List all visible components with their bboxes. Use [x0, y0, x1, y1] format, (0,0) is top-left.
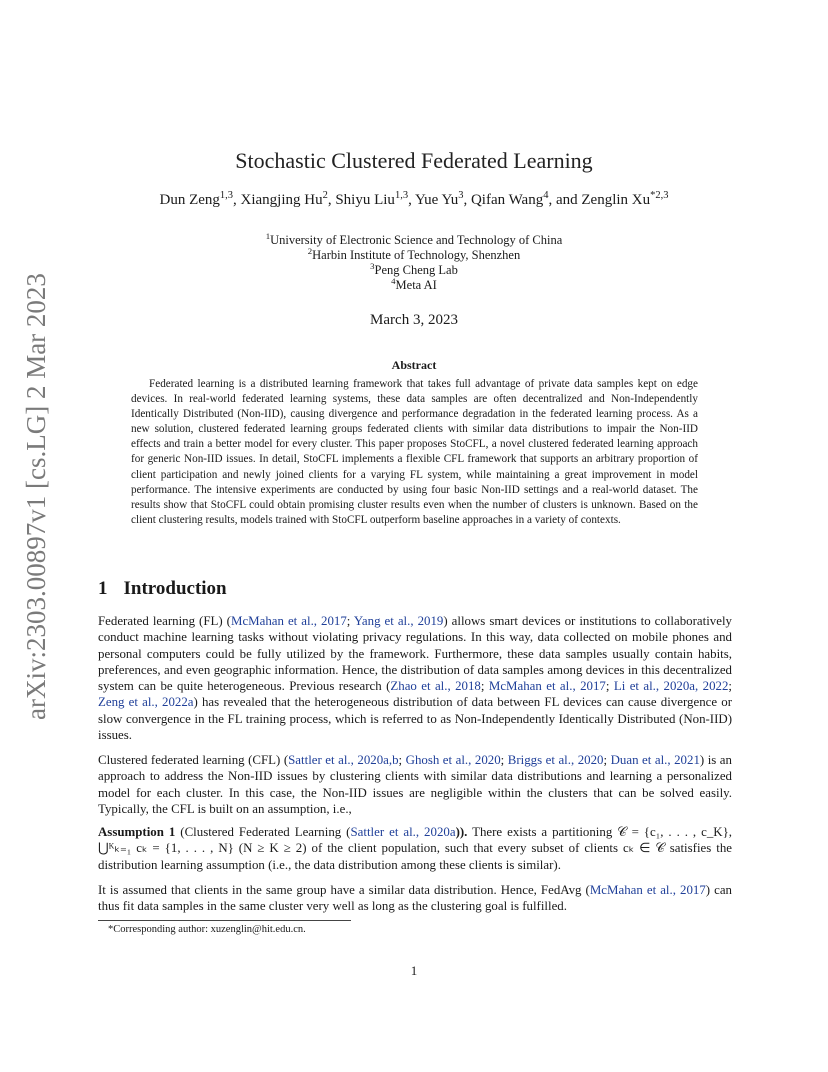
- author-affiliation-mark: *2,3: [650, 190, 669, 201]
- page-number: 1: [410, 963, 418, 978]
- citation-link[interactable]: Ghosh et al., 2020: [405, 753, 501, 767]
- affiliation-1: $^1$University of Electronic Science and Technology of China: [265, 230, 563, 247]
- citation-link[interactable]: Li et al., 2020a, 2022: [613, 679, 729, 694]
- citation-link[interactable]: Duan et al., 2021: [610, 753, 700, 767]
- citation-link[interactable]: Yang et al., 2019: [353, 614, 444, 628]
- paragraph-text: ;: [346, 614, 354, 628]
- paragraph-text: ;: [480, 679, 489, 694]
- citation-link[interactable]: Zeng et al., 2022a: [98, 695, 194, 710]
- citation-link[interactable]: Sattler et al., 2020a,b: [288, 753, 399, 767]
- author-separator: ,: [463, 192, 471, 208]
- citation-link[interactable]: McMahan et al., 2017: [230, 614, 347, 628]
- author-separator: , and: [548, 192, 582, 208]
- paragraph-text: ) allows smart devices or institutions to collaboratively conduct machine learning tasks without violating privacy regulations. In this way, data collected on mobile phones and personal computers could be fully utilized by the framework. Furthermore, these data samples usually contain habits, preferences, and even geographic information. Hence, the distribution of data samples among devices in this decentralized system can be quite heterogeneous. Previous research (: [98, 614, 732, 694]
- author-affiliation-mark: 3: [458, 190, 464, 201]
- paragraph-text: Clustered federated learning (CFL) (: [98, 753, 289, 767]
- assumption-label: Assumption 1: [98, 825, 176, 839]
- section-title: Introduction: [123, 578, 227, 599]
- assumption-block: Assumption 1 (Clustered Federated Learning (Sattler et al., 2020a)). There exists a partitioning 𝒞 = {c₁, . . . , c_K}, ⋃ᴷₖ₌₁ cₖ = {1, . . . , N} (N ≥ K ≥ 2) of the client population, such that every subset of clients cₖ ∈ 𝒞 satisfies the distribution learning assumption (i.e., the data distribution among these clients is similar).: [98, 825, 732, 872]
- paper-title: Stochastic Clustered Federated Learning: [235, 148, 593, 173]
- publication-date: March 3, 2023: [370, 312, 458, 328]
- author-separator: ,: [408, 192, 416, 208]
- author-affiliation-mark: 2: [322, 190, 328, 201]
- paragraph-text: Federated learning (FL) (: [98, 614, 231, 628]
- author-separator: ,: [233, 192, 241, 208]
- abstract-heading: Abstract: [391, 358, 437, 372]
- assumption-text: There exists a partitioning 𝒞 = {c₁, . . . , c_K}, ⋃ᴷₖ₌₁ cₖ = {1, . . . , N} (N ≥ K ≥ 2) of the client population, such that every subset of clients cₖ ∈ 𝒞 satisfies the distribution learning assumption (i.e., the data distribution among these clients is similar).: [98, 825, 732, 872]
- citation-link[interactable]: Briggs et al., 2020: [507, 753, 604, 767]
- arxiv-identifier: arXiv:2303.00897v1 [cs.LG] 2 Mar 2023: [21, 273, 51, 720]
- affiliation-2: $^2$Harbin Institute of Technology, Shenzhen: [307, 245, 521, 262]
- section-heading: [98, 578, 227, 600]
- author-name: Dun Zeng: [159, 192, 220, 208]
- paragraph-1: [98, 613, 732, 743]
- author-name: Zenglin Xu: [581, 192, 651, 208]
- section-number: 1: [98, 578, 108, 599]
- citation-link[interactable]: Sattler et al., 2020a: [350, 825, 456, 839]
- paragraph-text: ) can thus fit data samples in the same cluster very well as long as the clustering goal is fulfilled.: [98, 883, 733, 914]
- author-separator: ,: [327, 192, 336, 208]
- paragraph-text: ;: [398, 753, 406, 767]
- author-list: [0, 192, 828, 209]
- paragraph-text: ) has revealed that the heterogeneous distribution of data between FL devices can cause divergence or slow convergence in the FL training process, which is referred to as Non-Independently Identically Distributed (Non-IID) issues.: [98, 695, 732, 743]
- author-affiliation-mark: 1,3: [219, 190, 234, 201]
- citation-link[interactable]: McMahan et al., 2017: [488, 679, 606, 694]
- author-name: Qifan Wang: [470, 192, 544, 208]
- paragraph-text: ;: [603, 753, 611, 767]
- paragraph-3: [98, 882, 732, 915]
- paragraph-2: [98, 752, 732, 817]
- abstract-text: Federated learning is a distributed learning framework that takes full advantage of private data samples kept on edge devices. In real-world federated learning systems, these data samples are often decentralized and Non-Independently Identically Distributed (Non-IID), causing divergence and performance degradation in the federated learning process. As a new solution, clustered federated learning groups federated clients with similar data distributions to impair the Non-IID effects and train a better model for every cluster. This paper proposes StoCFL, a novel clustered federated learning approach for generic Non-IID issues. In detail, StoCFL implements a flexible CFL framework that supports an arbitrary proportion of client participation and newly joined clients for a varying FL system, while maintaining a great improvement in model performance. The intensive experiments are conducted by using four basic Non-IID settings and a real-world dataset. The results show that StoCFL could obtain promising cluster results even when the number of clusters is unknown. Based on the client clustering results, models trained with StoCFL outperform baseline approaches in a variety of contexts.: [131, 378, 698, 526]
- author-name: Xiangjing Hu: [240, 192, 323, 208]
- affiliation-3: $^3$Peng Cheng Lab: [370, 260, 458, 277]
- paragraph-text: ;: [500, 753, 508, 767]
- author-affiliation-mark: 1,3: [394, 190, 409, 201]
- citation-link[interactable]: McMahan et al., 2017: [589, 883, 706, 897]
- paragraph-text: ) is an approach to address the Non-IID issues by clustering clients with similar data distributions and learning a personalized model for each cluster. In this case, the Non-IID issues are negligible within the clusters that can be solved easily. Typically, the CFL is built on an assumption, i.e.,: [98, 753, 732, 816]
- abstract-body: [131, 377, 698, 528]
- author-name: Yue Yu: [415, 192, 459, 208]
- citation-link[interactable]: Zhao et al., 2018: [390, 679, 481, 694]
- paragraph-text: ;: [605, 679, 614, 694]
- paragraph-text: It is assumed that clients in the same group have a similar data distribution. Hence, FedAvg (: [98, 883, 590, 897]
- author-name: Shiyu Liu: [335, 192, 395, 208]
- affiliation-4: $^4$Meta AI: [391, 275, 437, 292]
- author-affiliation-mark: 4: [543, 190, 549, 201]
- footnote-divider: [98, 920, 351, 921]
- paragraph-text: ;: [728, 679, 733, 694]
- footnote: *Corresponding author: xuzenglin@hit.edu.cn.: [108, 924, 306, 935]
